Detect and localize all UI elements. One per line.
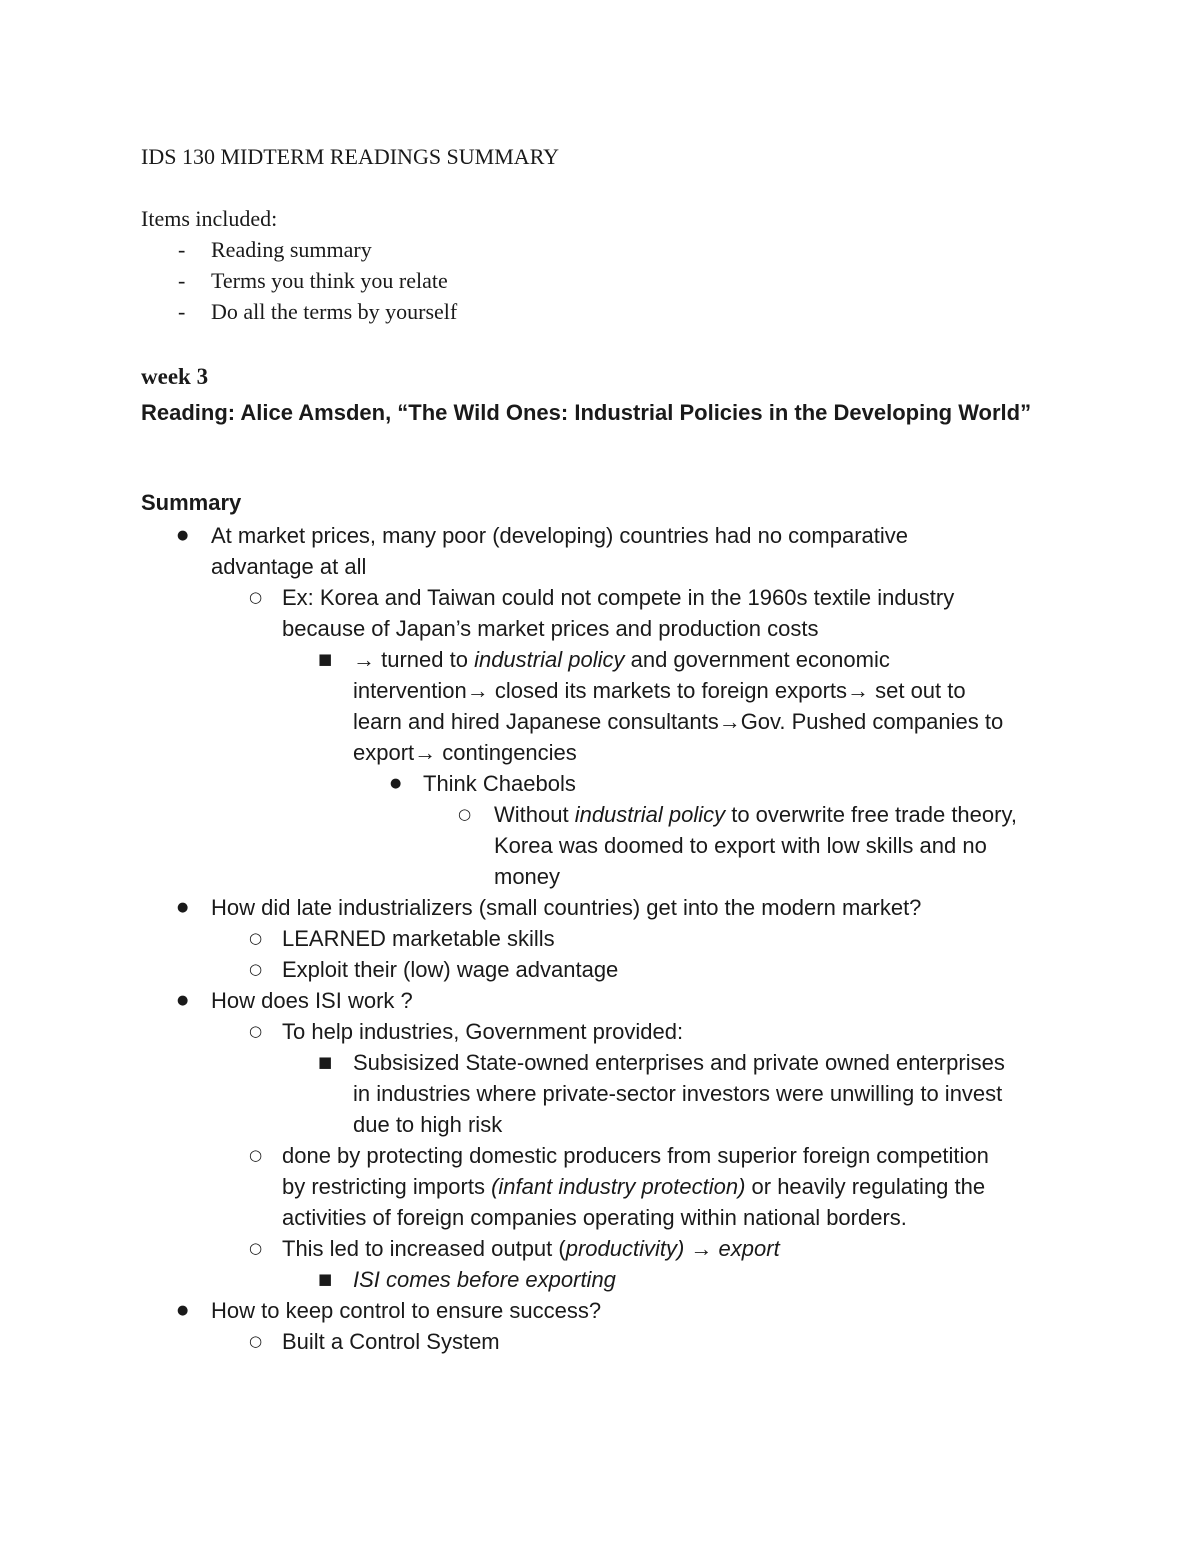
summary-line: Think Chaebols	[423, 771, 576, 796]
summary-line: LEARNED marketable skills	[282, 926, 555, 951]
square-bullet: ■	[318, 650, 333, 668]
disc-bullet: ●	[177, 1303, 189, 1318]
summary-heading: Summary	[141, 490, 242, 515]
circle-bullet: ○	[249, 929, 263, 947]
circle-bullet: ○	[249, 1239, 263, 1257]
dash-bullet: -	[178, 299, 186, 324]
disc-bullet: ●	[177, 900, 189, 915]
summary-line: due to high risk	[353, 1112, 503, 1137]
summary-line: activities of foreign companies operating within national borders.	[282, 1205, 907, 1230]
circle-bullet: ○	[458, 805, 472, 823]
summary-line: To help industries, Government provided:	[282, 1019, 684, 1044]
summary-line: Ex: Korea and Taiwan could not compete in the 1960s textile industry	[282, 585, 955, 610]
disc-bullet: ●	[177, 993, 189, 1008]
summary-line: Exploit their (low) wage advantage	[282, 957, 619, 982]
week-heading: week 3	[141, 364, 209, 389]
summary-line: How did late industrializers (small countries) get into the modern market?	[211, 895, 922, 920]
items-included-label: Items included:	[141, 206, 278, 231]
summary-line: How to keep control to ensure success?	[211, 1298, 602, 1323]
summary-line: export→ contingencies	[353, 740, 577, 765]
disc-bullet: ●	[390, 776, 402, 791]
dash-bullet: -	[178, 268, 186, 293]
summary-line: Korea was doomed to export with low skills and no	[494, 833, 987, 858]
summary-line: → turned to industrial policy and government economic	[353, 647, 890, 672]
circle-bullet: ○	[249, 588, 263, 606]
summary-line: learn and hired Japanese consultants→Gov. Pushed companies to	[353, 709, 1004, 734]
summary-line: in industries where private-sector investors were unwilling to invest	[353, 1081, 1003, 1106]
summary-line: This led to increased output (productivity) → export	[282, 1236, 780, 1261]
summary-line: How does ISI work ?	[211, 988, 413, 1013]
circle-bullet: ○	[249, 1022, 263, 1040]
document-page: IDS 130 MIDTERM READINGS SUMMARY Items included: - Reading summary - Terms you think you relate - Do all the terms by yourself week 3 Reading: Alice Amsden, “The Wild Ones: Industrial Policies in the Developing World” Summary ● At market prices, many poor (developing) countries had no comparative advantage at all ○ Ex: Korea and Taiwan could not compete in the 1960s textile industry because of Japan’s market prices and production costs ■ → turned to industrial policy and government economic intervention→ closed its markets to foreign exports→ set out to learn and hired Japanese consultants→Gov. Pushed companies to export→ contingencies ● Think Chaebols ○ Without industrial policy to overwrite free trade theory, Korea was doomed to export with low skills and no money ● How did late industrializers (small countries) get into the modern market? ○ LEARNED marketable skills ○ Exploit their (low) wage advantage ● How does ISI work ? ○ To help industries, Government provided: ■ Subsisized State-owned enterprises and private owned enterprises in industries where private-sector investors were unwilling to invest due to high risk ○ done by protecting domestic producers from superior foreign competition by restricting imports (infant industry protection) or heavily regulating the activities of foreign companies operating within national borders. ○ This led to increased output (productivity) → export ■ ISI comes before exporting ● How to keep control to ensure success? ○ Built a Control System	[0, 0, 1200, 1553]
summary-line: ISI comes before exporting	[353, 1267, 616, 1292]
summary-line: advantage at all	[211, 554, 367, 579]
document-title: IDS 130 MIDTERM READINGS SUMMARY	[141, 144, 560, 169]
square-bullet: ■	[318, 1270, 333, 1288]
summary-line: intervention→ closed its markets to foreign exports→ set out to	[353, 678, 966, 703]
summary-line: At market prices, many poor (developing) countries had no comparative	[211, 523, 909, 548]
summary-line: Without industrial policy to overwrite free trade theory,	[494, 802, 1017, 827]
disc-bullet: ●	[177, 528, 189, 543]
summary-line: Subsisized State-owned enterprises and private owned enterprises	[353, 1050, 1005, 1075]
summary-line: by restricting imports (infant industry protection) or heavily regulating the	[282, 1174, 986, 1199]
summary-line: Built a Control System	[282, 1329, 500, 1354]
circle-bullet: ○	[249, 1332, 263, 1350]
summary-line: because of Japan’s market prices and production costs	[282, 616, 819, 641]
circle-bullet: ○	[249, 960, 263, 978]
circle-bullet: ○	[249, 1146, 263, 1164]
square-bullet: ■	[318, 1053, 333, 1071]
dash-bullet: -	[178, 237, 186, 262]
reading-heading: Reading: Alice Amsden, “The Wild Ones: Industrial Policies in the Developing World”	[141, 400, 1032, 425]
summary-line: done by protecting domestic producers from superior foreign competition	[282, 1143, 989, 1168]
summary-line: money	[494, 864, 561, 889]
